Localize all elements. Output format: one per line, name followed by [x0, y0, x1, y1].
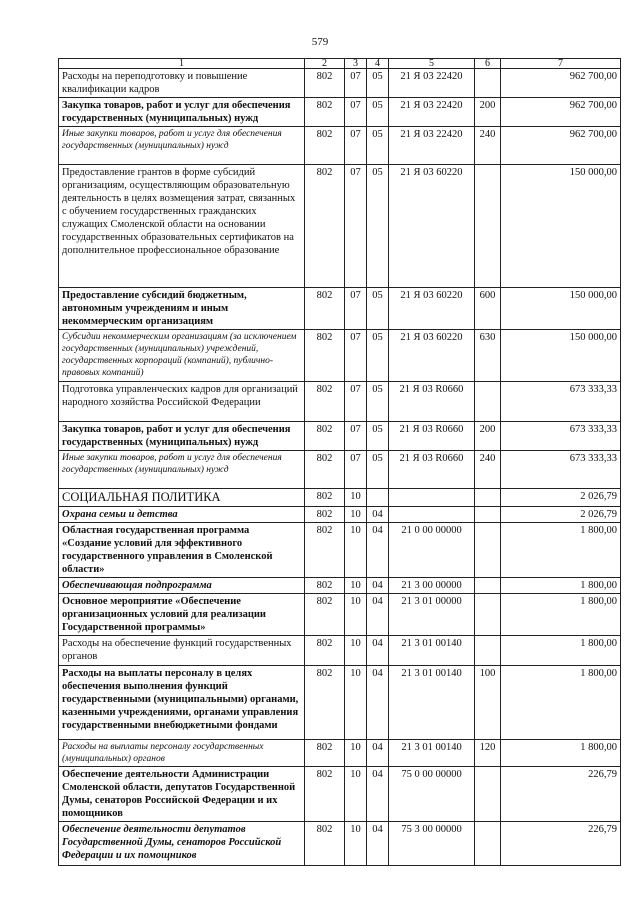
row-target-article-cell: 21 3 01 00000 [389, 594, 475, 636]
row-name-cell: СОЦИАЛЬНАЯ ПОЛИТИКА [59, 489, 305, 507]
row-subsection-cell: 04 [367, 666, 389, 740]
row-name-cell: Иные закупки товаров, работ и услуг для обеспечения государственных (муниципальных) нужд [59, 127, 305, 165]
row-section-cell: 10 [345, 636, 367, 666]
row-amount-cell: 673 333,33 [501, 422, 621, 451]
row-admin-code-cell: 802 [305, 330, 345, 382]
row-section-cell: 10 [345, 594, 367, 636]
row-amount-cell: 150 000,00 [501, 330, 621, 382]
row-expense-type-cell: 240 [475, 127, 501, 165]
row-name-cell: Расходы на обеспечение функций государственных органов [59, 636, 305, 666]
row-amount-cell: 1 800,00 [501, 666, 621, 740]
row-section-cell: 07 [345, 98, 367, 127]
row-expense-type-cell [475, 523, 501, 578]
row-subsection-cell: 05 [367, 127, 389, 165]
row-admin-code-cell: 802 [305, 288, 345, 330]
column-header-row [59, 59, 621, 69]
row-expense-type-cell: 100 [475, 666, 501, 740]
row-section-cell: 07 [345, 127, 367, 165]
row-target-article-cell: 75 0 00 00000 [389, 767, 475, 822]
row-admin-code-cell: 802 [305, 98, 345, 127]
row-subsection-cell: 05 [367, 330, 389, 382]
row-section-cell: 10 [345, 740, 367, 767]
row-expense-type-cell [475, 507, 501, 523]
column-header: 1 [59, 59, 305, 69]
row-section-cell: 10 [345, 822, 367, 866]
row-expense-type-cell: 200 [475, 422, 501, 451]
row-admin-code-cell: 802 [305, 165, 345, 288]
row-name-cell: Основное мероприятие «Обеспечение организационных условий для реализации Государственной программы» [59, 594, 305, 636]
row-admin-code-cell: 802 [305, 489, 345, 507]
row-admin-code-cell: 802 [305, 767, 345, 822]
row-target-article-cell: 21 Я 03 R0660 [389, 451, 475, 489]
table-row [59, 330, 621, 382]
table-row [59, 767, 621, 822]
row-amount-cell: 1 800,00 [501, 594, 621, 636]
row-name-cell: Обеспечивающая подпрограмма [59, 578, 305, 594]
row-name-cell: Предоставление субсидий бюджетным, автономным учреждениям и иным некоммерческим организациям [59, 288, 305, 330]
column-header: 4 [367, 59, 389, 69]
row-section-cell: 07 [345, 288, 367, 330]
row-target-article-cell: 75 3 00 00000 [389, 822, 475, 866]
row-admin-code-cell: 802 [305, 422, 345, 451]
row-amount-cell: 1 800,00 [501, 578, 621, 594]
row-amount-cell: 1 800,00 [501, 740, 621, 767]
column-header: 6 [475, 59, 501, 69]
row-subsection-cell: 05 [367, 382, 389, 422]
row-expense-type-cell [475, 578, 501, 594]
row-section-cell: 07 [345, 382, 367, 422]
row-subsection-cell: 05 [367, 165, 389, 288]
row-target-article-cell: 21 Я 03 60220 [389, 330, 475, 382]
row-amount-cell: 150 000,00 [501, 288, 621, 330]
row-target-article-cell: 21 Я 03 R0660 [389, 422, 475, 451]
row-admin-code-cell: 802 [305, 578, 345, 594]
table-row [59, 382, 621, 422]
row-name-cell: Иные закупки товаров, работ и услуг для обеспечения государственных (муниципальных) нужд [59, 451, 305, 489]
row-target-article-cell: 21 Я 03 22420 [389, 69, 475, 98]
row-amount-cell: 150 000,00 [501, 165, 621, 288]
row-target-article-cell: 21 Я 03 R0660 [389, 382, 475, 422]
table-body [59, 69, 621, 866]
table-row [59, 822, 621, 866]
row-section-cell: 07 [345, 422, 367, 451]
row-subsection-cell: 05 [367, 422, 389, 451]
row-expense-type-cell: 630 [475, 330, 501, 382]
row-admin-code-cell: 802 [305, 822, 345, 866]
row-subsection-cell: 05 [367, 451, 389, 489]
table-row [59, 594, 621, 636]
table-row [59, 451, 621, 489]
row-admin-code-cell: 802 [305, 594, 345, 636]
row-subsection-cell: 04 [367, 578, 389, 594]
row-expense-type-cell: 200 [475, 98, 501, 127]
column-header: 5 [389, 59, 475, 69]
row-section-cell: 10 [345, 767, 367, 822]
row-expense-type-cell [475, 165, 501, 288]
row-target-article-cell: 21 Я 03 22420 [389, 127, 475, 165]
row-name-cell: Расходы на переподготовку и повышение квалификации кадров [59, 69, 305, 98]
table-row [59, 127, 621, 165]
page-number: 579 [311, 36, 329, 48]
table-row [59, 98, 621, 127]
row-amount-cell: 962 700,00 [501, 98, 621, 127]
row-name-cell: Областная государственная программа «Создание условий для эффективного государственного управления в Смоленской области» [59, 523, 305, 578]
row-section-cell: 07 [345, 69, 367, 98]
row-name-cell: Подготовка управленческих кадров для организаций народного хозяйства Российской Федерации [59, 382, 305, 422]
row-name-cell: Субсидии некоммерческим организациям (за исключением государственных (муниципальных) учреждений, государственных корпораций (компаний), публично-правовых компаний) [59, 330, 305, 382]
row-section-cell: 10 [345, 489, 367, 507]
column-header: 3 [345, 59, 367, 69]
row-amount-cell: 226,79 [501, 767, 621, 822]
row-expense-type-cell [475, 636, 501, 666]
row-subsection-cell: 04 [367, 523, 389, 578]
row-name-cell: Обеспечение деятельности депутатов Государственной Думы, сенаторов Российской Федерации и их помощников [59, 822, 305, 866]
table-row [59, 523, 621, 578]
row-section-cell: 10 [345, 666, 367, 740]
row-target-article-cell: 21 3 01 00140 [389, 636, 475, 666]
row-expense-type-cell [475, 382, 501, 422]
row-name-cell: Расходы на выплаты персоналу в целях обеспечения выполнения функций государственными (муниципальными) органами, казенными учреждениями, органами управления государственными внебюджетными фондами [59, 666, 305, 740]
row-amount-cell: 1 800,00 [501, 523, 621, 578]
row-name-cell: Обеспечение деятельности Администрации Смоленской области, депутатов Государственной Думы, сенаторов Российской Федерации и их помощников [59, 767, 305, 822]
row-target-article-cell: 21 3 00 00000 [389, 578, 475, 594]
table-row [59, 165, 621, 288]
table-row [59, 666, 621, 740]
row-name-cell: Предоставление грантов в форме субсидий организациям, осуществляющим образовательную деятельность в целях возмещения затрат, связанных с обучением государственных гражданских служащих Смоленской области на основании государственных образовательных сертификатов на дополнительное профессиональное образование [59, 165, 305, 288]
row-subsection-cell: 05 [367, 98, 389, 127]
budget-table [58, 58, 621, 866]
row-name-cell: Закупка товаров, работ и услуг для обеспечения государственных (муниципальных) нужд [59, 422, 305, 451]
row-amount-cell: 962 700,00 [501, 127, 621, 165]
row-target-article-cell [389, 489, 475, 507]
row-section-cell: 07 [345, 165, 367, 288]
row-admin-code-cell: 802 [305, 666, 345, 740]
row-section-cell: 07 [345, 330, 367, 382]
table-row [59, 69, 621, 98]
row-name-cell: Закупка товаров, работ и услуг для обеспечения государственных (муниципальных) нужд [59, 98, 305, 127]
row-admin-code-cell: 802 [305, 382, 345, 422]
row-subsection-cell: 05 [367, 288, 389, 330]
row-admin-code-cell: 802 [305, 636, 345, 666]
row-target-article-cell: 21 3 01 00140 [389, 740, 475, 767]
row-admin-code-cell: 802 [305, 740, 345, 767]
row-admin-code-cell: 802 [305, 523, 345, 578]
row-expense-type-cell [475, 822, 501, 866]
row-name-cell: Расходы на выплаты персоналу государственных (муниципальных) органов [59, 740, 305, 767]
row-target-article-cell: 21 Я 03 60220 [389, 288, 475, 330]
row-name-cell: Охрана семьи и детства [59, 507, 305, 523]
row-admin-code-cell: 802 [305, 69, 345, 98]
row-subsection-cell: 04 [367, 740, 389, 767]
row-section-cell: 07 [345, 451, 367, 489]
table-row [59, 288, 621, 330]
row-section-cell: 10 [345, 523, 367, 578]
row-admin-code-cell: 802 [305, 507, 345, 523]
table-row [59, 422, 621, 451]
row-amount-cell: 226,79 [501, 822, 621, 866]
row-amount-cell: 2 026,79 [501, 489, 621, 507]
row-expense-type-cell [475, 69, 501, 98]
row-subsection-cell [367, 489, 389, 507]
row-admin-code-cell: 802 [305, 451, 345, 489]
row-subsection-cell: 05 [367, 69, 389, 98]
row-subsection-cell: 04 [367, 822, 389, 866]
row-amount-cell: 962 700,00 [501, 69, 621, 98]
column-header: 2 [305, 59, 345, 69]
row-subsection-cell: 04 [367, 636, 389, 666]
table-row [59, 507, 621, 523]
row-target-article-cell: 21 Я 03 22420 [389, 98, 475, 127]
table-row [59, 740, 621, 767]
row-expense-type-cell: 600 [475, 288, 501, 330]
row-expense-type-cell [475, 594, 501, 636]
row-target-article-cell: 21 0 00 00000 [389, 523, 475, 578]
row-subsection-cell: 04 [367, 507, 389, 523]
row-section-cell: 10 [345, 507, 367, 523]
row-amount-cell: 673 333,33 [501, 382, 621, 422]
table-row [59, 636, 621, 666]
row-expense-type-cell [475, 767, 501, 822]
row-expense-type-cell [475, 489, 501, 507]
row-subsection-cell: 04 [367, 594, 389, 636]
row-amount-cell: 673 333,33 [501, 451, 621, 489]
row-section-cell: 10 [345, 578, 367, 594]
row-target-article-cell [389, 507, 475, 523]
row-expense-type-cell: 120 [475, 740, 501, 767]
row-target-article-cell: 21 3 01 00140 [389, 666, 475, 740]
row-expense-type-cell: 240 [475, 451, 501, 489]
row-amount-cell: 2 026,79 [501, 507, 621, 523]
row-admin-code-cell: 802 [305, 127, 345, 165]
row-target-article-cell: 21 Я 03 60220 [389, 165, 475, 288]
column-header: 7 [501, 59, 621, 69]
row-subsection-cell: 04 [367, 767, 389, 822]
table-row [59, 489, 621, 507]
table-row [59, 578, 621, 594]
row-amount-cell: 1 800,00 [501, 636, 621, 666]
